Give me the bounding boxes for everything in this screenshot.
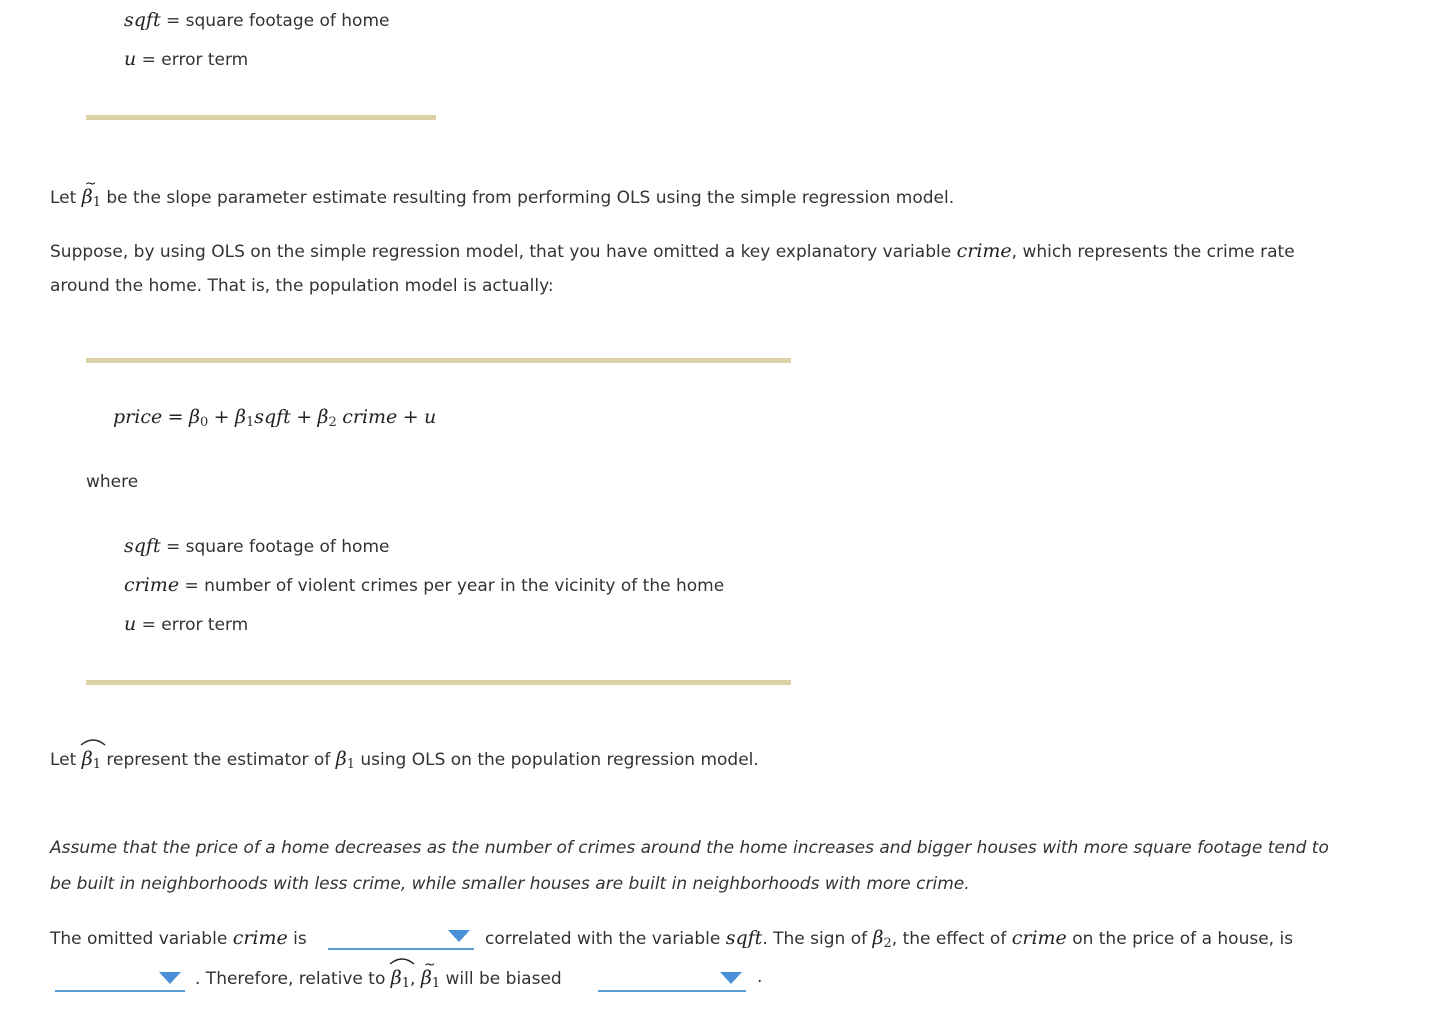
- assumption-line1: Assume that the price of a home decreases as the number of crimes around the home increases and bigger houses with more square footage tend to: [50, 838, 1329, 858]
- tilde-accent-icon: ~: [84, 176, 97, 192]
- where-label: where: [86, 472, 139, 492]
- sign-dropdown[interactable]: [55, 966, 185, 992]
- var-sqft: sqft: [124, 9, 161, 31]
- top-def-u: [124, 48, 248, 70]
- question-line2: . Therefore, relative to $\beta_1$, ~ $\beta_1$ will be biased: [195, 957, 562, 991]
- paragraph-omitted-variable: Suppose, by using OLS on the simple regression model, that you have omitted a key explanatory variable crime, which represents the crime rate: [50, 240, 1295, 262]
- divider-rule: [86, 680, 791, 685]
- top-def-sqft: [124, 9, 389, 31]
- question-end-period: .: [757, 967, 763, 987]
- paragraph-simple-estimate: [50, 176, 955, 210]
- beta-tilde: ~ $\beta_1$: [420, 957, 441, 991]
- dropdown-arrow-icon: [448, 930, 470, 942]
- tilde-accent-icon: ~: [423, 957, 436, 973]
- paragraph-population-estimator: Let $\beta_1$ represent the estimator of $\beta_1$ using OLS on the population regression model.: [50, 748, 759, 772]
- question-line1-part1: The omitted variable crime is: [50, 927, 307, 949]
- beta-tilde: ~ $\beta_1$: [81, 176, 101, 210]
- def-u: u = error term: [124, 613, 249, 635]
- hat-accent-icon: [80, 736, 106, 746]
- var-crime: crime: [956, 240, 1012, 262]
- beta-hat: $\beta_1$: [391, 967, 410, 991]
- def-sqft: sqft = square footage of home: [124, 535, 390, 557]
- divider-rule: [86, 358, 791, 363]
- correlation-dropdown[interactable]: [328, 924, 474, 950]
- bias-dropdown[interactable]: [598, 966, 746, 992]
- def-text: = error term: [141, 50, 249, 70]
- assumption-line2: be built in neighborhoods with less crime, while smaller houses are built in neighborhoods with more crime.: [50, 874, 970, 894]
- dropdown-arrow-icon: [720, 972, 742, 984]
- dropdown-arrow-icon: [159, 972, 181, 984]
- def-crime: crime = number of violent crimes per year in the vicinity of the home: [124, 574, 725, 596]
- def-text: = square footage of home: [166, 11, 390, 31]
- beta-hat: $\beta_1$: [82, 748, 101, 772]
- hat-accent-icon: [389, 955, 415, 965]
- let-text: Let: [50, 188, 77, 208]
- paragraph-omitted-variable-line2: around the home. That is, the population model is actually:: [50, 276, 554, 296]
- para-text: be the slope parameter estimate resulting from performing OLS using the simple regression model.: [106, 188, 955, 208]
- var-u: u: [124, 48, 137, 70]
- population-model-equation: price = $\beta_0$ + $\beta_1sqft + \beta_2$ crime + u: [113, 406, 437, 430]
- divider-rule: [86, 115, 436, 120]
- question-line1-part2: correlated with the variable sqft. The sign of $\beta_2$, the effect of crime on the price of a house, is: [485, 927, 1294, 951]
